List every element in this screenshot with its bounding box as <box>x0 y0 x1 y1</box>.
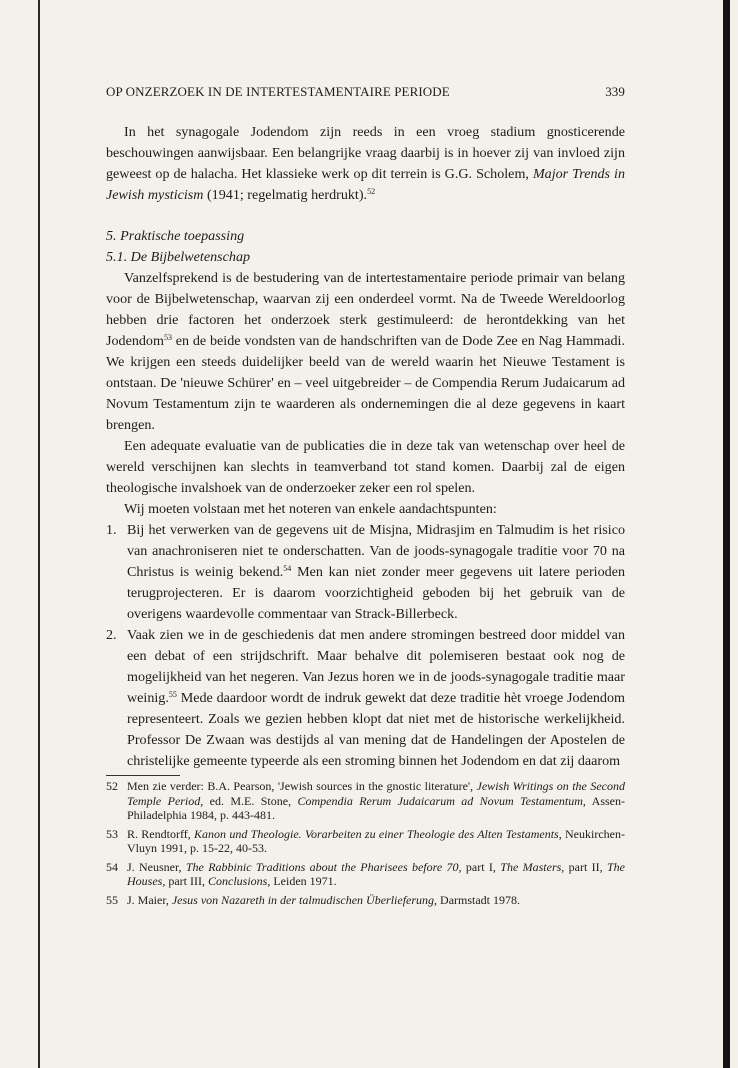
footnote-text-part: part III, <box>165 874 208 888</box>
footnote-text-part: part II, <box>564 859 607 874</box>
intro-tail: (1941; regelmatig herdrukt). <box>203 187 368 203</box>
list-item-text-part: Mede daardoor wordt de indruk gewekt dat deze traditie hèt vroege Jodendom representeert. Zoals we gezien hebben klopt dat niet met de historische werkelijkheid. Professor De Zwaan was destijds al van mening dat de Handelingen der Apostelen de christelijke gemeente typeerde als een stroming binnen het Jodendom en dat zij daarom <box>127 690 625 769</box>
footnote-ref-55: 55 <box>168 690 177 699</box>
footnote-title: Jewish Writings on the Second Temple Period, <box>127 779 625 808</box>
page-edge-right-rule <box>723 0 730 1068</box>
footnote-text-part: J. Maier, <box>127 892 172 907</box>
footnote-number: 52 <box>106 779 118 793</box>
footnote-title: Compendia Rerum Judaicarum ad Novum Testamentum, <box>297 793 586 808</box>
footnote-text-part: ed. M.E. Stone, <box>203 793 298 808</box>
list-item-text-part: Men kan niet zonder meer gegevens uit latere perioden terugprojecteren. Er is daarom voorzichtigheid geboden bij het gebruik van de overigens waardevolle commentaar van Strack-Billerbeck. <box>127 564 625 622</box>
list-item-text <box>127 520 625 625</box>
footnote-title: Jesus von Nazareth in der talmudischen Überlieferung, <box>171 892 438 907</box>
footnote-title: The Masters, <box>500 859 565 874</box>
page-edge-left-rule <box>38 0 40 1068</box>
footnote-text-part: Neukirchen-Vluyn 1991, p. 15-22, 40-53. <box>127 826 625 855</box>
section-heading: 5. Praktische toepassing <box>106 228 245 244</box>
footnote-54 <box>106 860 625 889</box>
footnote-text-part: part I, <box>461 859 501 874</box>
footnote-text <box>127 893 625 908</box>
paragraph-text: Vanzelfsprekend is de bestudering van de intertestamentaire periode primair van belang voor de Bijbelwetenschap, waarvan zij een onderdeel vormt. Na de Tweede Wereldoorlog hebben drie factoren het onderzoek sterk gestimuleerd: de herontdekking van het Jodendom <box>106 270 625 349</box>
paragraph-aandachtspunten: Wij moeten volstaan met het noteren van enkele aandachtspunten: <box>124 501 497 517</box>
running-header <box>106 84 625 104</box>
subsection-heading: 5.1. De Bijbelwetenschap <box>106 249 251 265</box>
footnote-separator <box>106 775 180 776</box>
list-item-number: 1. <box>106 522 117 538</box>
footnote-text-part: Assen-Philadelphia 1984, p. 443-481. <box>127 793 625 822</box>
footnote-text-part: R. Rendtorff, <box>127 826 195 841</box>
list-item <box>106 520 625 625</box>
footnote-53 <box>106 827 625 856</box>
intro-paragraph <box>106 122 625 206</box>
footnote-text-part: Darmstadt 1978. <box>437 892 521 907</box>
list-item-number: 2. <box>106 627 117 643</box>
page-number: 339 <box>605 84 625 99</box>
numbered-list <box>106 520 625 772</box>
footnote-title: The Houses, <box>127 859 625 888</box>
paragraph-evaluatie: Een adequate evaluatie van de publicaties die in deze tak van wetenschap over heel de wereld verschijnen kan slechts in teamverband tot stand komen. Daarbij zal de eigen theologische invalshoek van de onderzoeker zeker een rol spelen. <box>106 438 625 496</box>
footnote-text-part: J. Neusner, <box>127 859 186 874</box>
intro-text: In het synagogale Jodendom zijn reeds in een vroeg stadium gnosticerende beschouwingen aanwijsbaar. Een belangrijke vraag daarbij is in hoever zij van invloed zijn geweest op de halacha. Het klassieke werk op dit terrein is G.G. Scholem, <box>106 124 625 182</box>
footnote-ref-54: 54 <box>283 564 292 573</box>
footnote-number: 53 <box>106 826 118 841</box>
footnote-text <box>127 827 625 856</box>
footnote-ref-52: 52 <box>367 187 376 196</box>
paragraph-bijbelwetenschap <box>106 268 625 436</box>
footnotes <box>106 779 625 907</box>
intro-book-title: Major Trends in Jewish mysticism <box>106 166 625 203</box>
footnote-ref-53: 53 <box>163 333 172 342</box>
book-page <box>106 84 625 911</box>
list-item-text-part: Bij het verwerken van de gegevens uit de Misjna, Midrasjim en Talmudim is het risico van anachroniseren niet te onderschatten. Van de joods-synagogale traditie voor 70 na Christus is weinig bekend. <box>127 522 625 580</box>
footnote-52 <box>106 779 625 823</box>
footnote-text <box>127 860 625 889</box>
paragraph-text: en de beide vondsten van de handschriften van de Dode Zee en Nag Hammadi. We krijgen een steeds duidelijker beeld van de wereld waarin het Nieuwe Testament is ontstaan. De 'nieuwe Schürer' en – veel uitgebreider – de Compendia Rerum Judaicarum ad Novum Testamentum zijn te waarderen als ondernemingen die al deze gegevens in kaart brengen. <box>106 333 625 433</box>
footnote-text-part: Leiden 1971. <box>270 874 337 888</box>
list-item <box>106 625 625 772</box>
footnote-title: The Rabbinic Traditions about the Pharisees before 70, <box>185 859 462 874</box>
footnote-55 <box>106 893 625 908</box>
list-item-text <box>127 625 625 772</box>
footnote-number: 54 <box>106 859 118 874</box>
footnote-text-part: Men zie verder: B.A. Pearson, 'Jewish sources in the gnostic literature', <box>127 779 477 793</box>
running-title: OP ONZERZOEK IN DE INTERTESTAMENTAIRE PERIODE <box>106 84 450 99</box>
footnote-text <box>127 779 625 823</box>
footnote-title: Kanon und Theologie. Vorarbeiten zu einer Theologie des Alten Testaments, <box>194 826 562 841</box>
footnote-title: Conclusions, <box>208 874 271 888</box>
list-item-text-part: Vaak zien we in de geschiedenis dat men andere stromingen bestreed door middel van een debat of een strijdschrift. Maar behalve dit polemiseren bestaat ook nog de mogelijkheid van het negeren. Van Jezus horen we in de joods-synagogale traditie maar weinig. <box>127 627 625 706</box>
footnote-number: 55 <box>106 892 118 907</box>
